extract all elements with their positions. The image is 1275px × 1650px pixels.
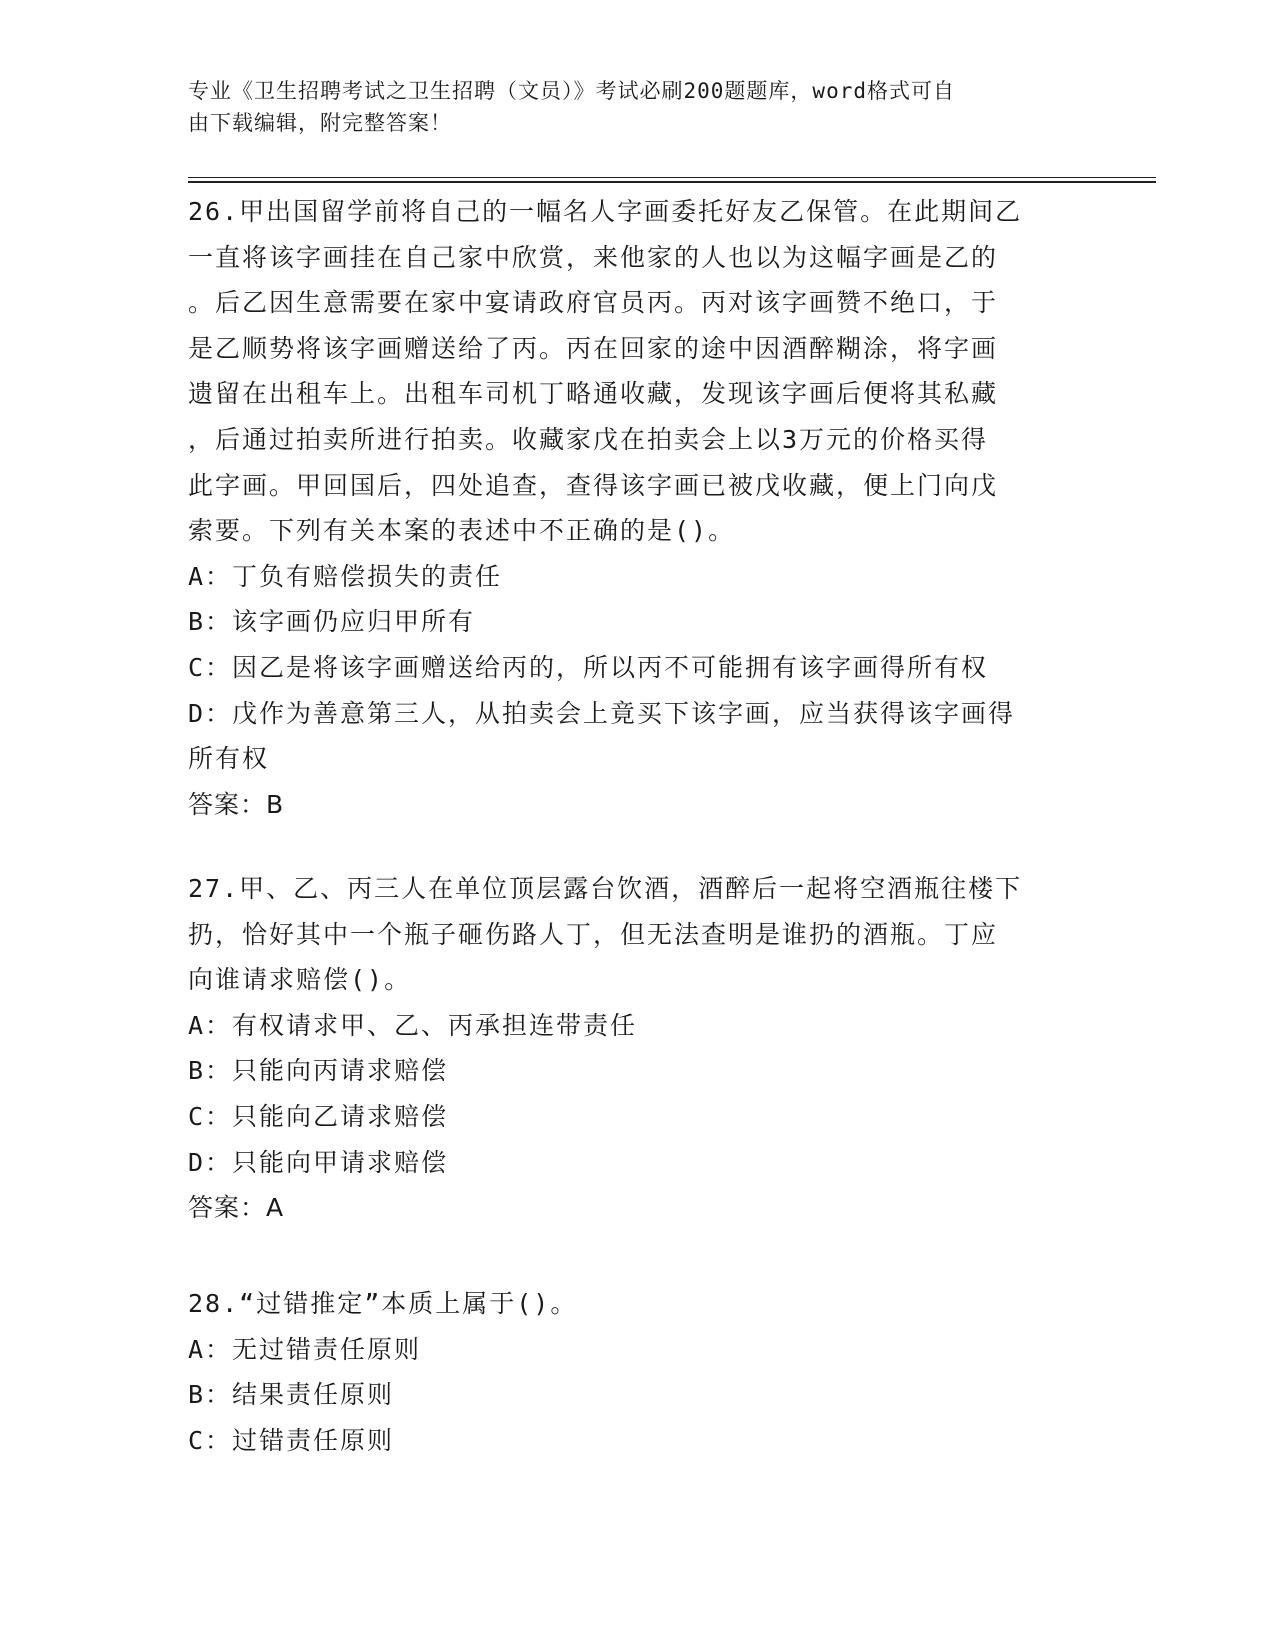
question-stem-line: 向谁请求赔偿()。 bbox=[188, 965, 412, 995]
option-b: B：结果责任原则 bbox=[188, 1380, 395, 1410]
option-c: C：因乙是将该字画赠送给丙的，所以丙不可能拥有该字画得所有权 bbox=[188, 652, 989, 682]
question-stem-line: 此字画。甲回国后，四处追查，查得该字画已被戊收藏，便上门向戊 bbox=[188, 470, 999, 500]
option-a: A：丁负有赔偿损失的责任 bbox=[188, 561, 503, 591]
question-stem-line: 遗留在出租车上。出租车司机丁略通收藏，发现该字画后便将其私藏 bbox=[188, 379, 999, 409]
option-c: C：只能向乙请求赔偿 bbox=[188, 1101, 449, 1131]
answer-label: 答案：B bbox=[188, 789, 285, 819]
question-stem-line: 扔，恰好其中一个瓶子砸伤路人丁，但无法查明是谁扔的酒瓶。丁应 bbox=[188, 919, 999, 949]
answer-label: 答案：A bbox=[188, 1193, 285, 1223]
question-stem-line: 28.“过错推定”本质上属于()。 bbox=[188, 1289, 578, 1318]
option-b: B：该字画仍应归甲所有 bbox=[188, 607, 476, 637]
header-divider-thick bbox=[188, 181, 1156, 183]
option-b: B：只能向丙请求赔偿 bbox=[188, 1056, 449, 1086]
option-d-continued: 所有权 bbox=[188, 744, 270, 774]
question-27 bbox=[188, 866, 1088, 1231]
option-c: C：过错责任原则 bbox=[188, 1425, 395, 1455]
header-line: 由下载编辑，附完整答案！ bbox=[188, 111, 452, 135]
question-28 bbox=[188, 1281, 1088, 1463]
question-stem-line: 27.甲、乙、丙三人在单位顶层露台饮酒，酒醉后一起将空酒瓶往楼下 bbox=[188, 874, 1023, 903]
option-d: D：戊作为善意第三人，从拍卖会上竟买下该字画，应当获得该字画得 bbox=[188, 698, 1016, 728]
question-stem-line: 是乙顺势将该字画赠送给了丙。丙在回家的途中因酒醉糊涂，将字画 bbox=[188, 333, 999, 363]
question-stem-line: 索要。下列有关本案的表述中不正确的是()。 bbox=[188, 516, 736, 546]
question-26 bbox=[188, 189, 1088, 828]
question-stem-line: 一直将该字画挂在自己家中欣赏，来他家的人也以为这幅字画是乙的 bbox=[188, 242, 999, 272]
header-divider-thin bbox=[188, 177, 1156, 178]
question-stem-line: 。后乙因生意需要在家中宴请政府官员丙。丙对该字画赞不绝口，于 bbox=[188, 288, 999, 318]
option-a: A：无过错责任原则 bbox=[188, 1334, 422, 1364]
document-header bbox=[188, 75, 1068, 139]
option-a: A：有权请求甲、乙、丙承担连带责任 bbox=[188, 1010, 638, 1040]
question-stem-line: 26.甲出国留学前将自己的一幅名人字画委托好友乙保管。在此期间乙 bbox=[188, 197, 1023, 226]
question-stem-line: ，后通过拍卖所进行拍卖。收藏家戊在拍卖会上以3万元的价格买得 bbox=[188, 424, 989, 454]
header-line: 专业《卫生招聘考试之卫生招聘（文员）》考试必刷200题题库，word格式可自 bbox=[188, 79, 955, 103]
option-d: D：只能向甲请求赔偿 bbox=[188, 1147, 449, 1177]
